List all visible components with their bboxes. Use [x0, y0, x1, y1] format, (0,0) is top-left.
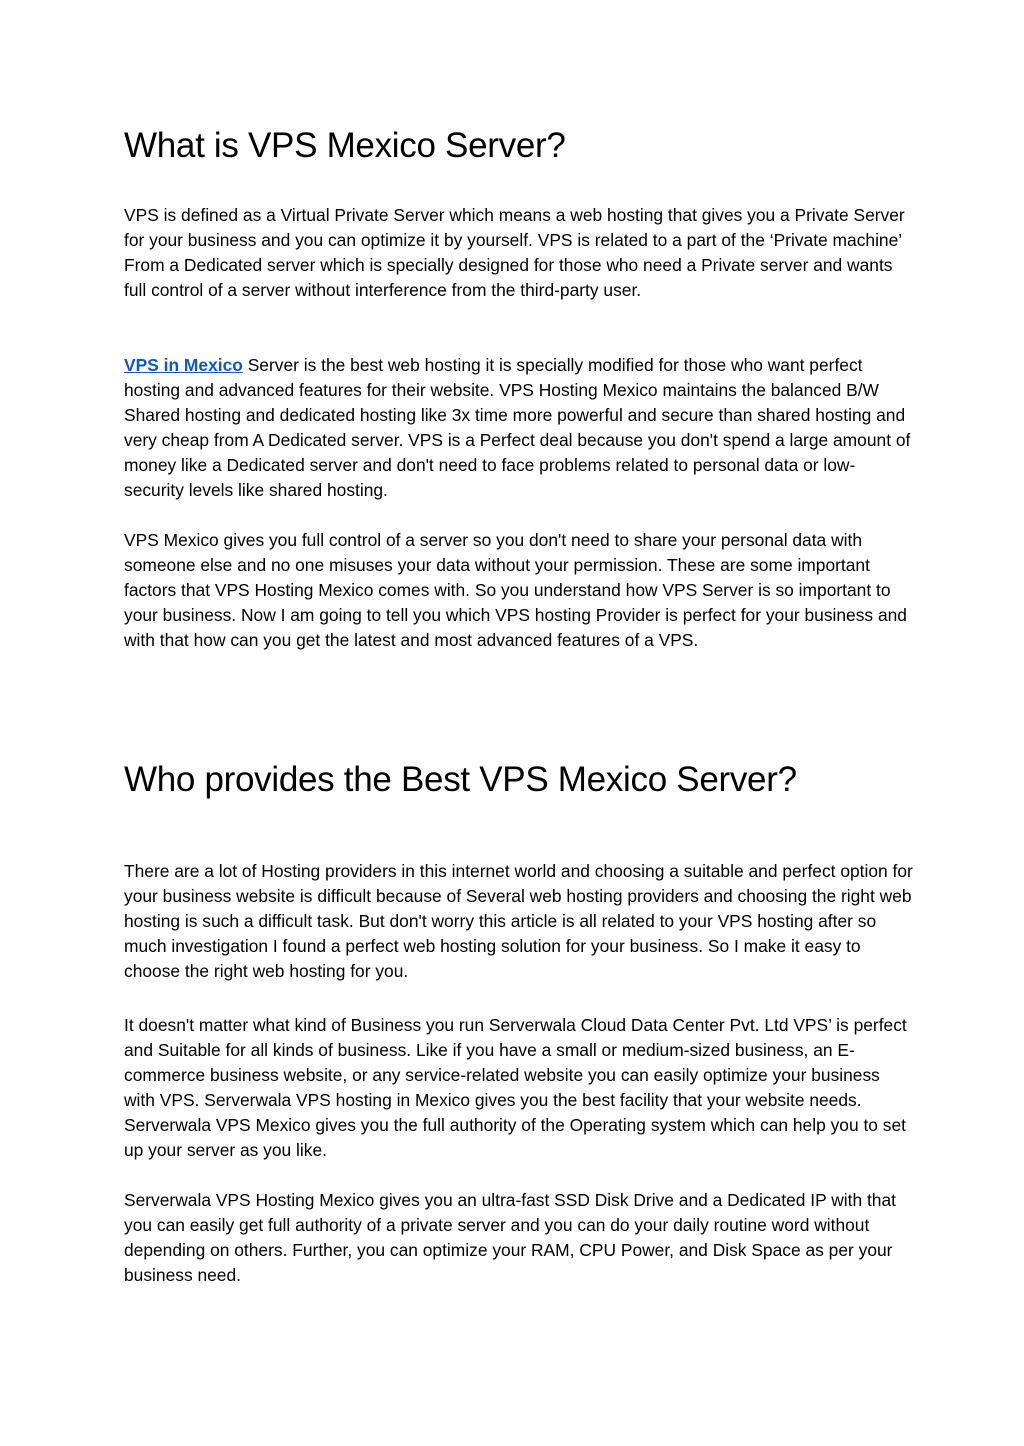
paragraph-hosting-providers: There are a lot of Hosting providers in this internet world and choosing a suitable and perfect option for your business website is difficult because of Several web hosting providers and choosing the right web hosting is such a difficult task. But don't worry this article is all related to your VPS hosting after so much investigation I found a perfect web hosting solution for your business. So I make it easy to choose the right web hosting for you. — [124, 861, 913, 981]
paragraph-vps-in-mexico-text: Server is the best web hosting it is specially modified for those who want perfect hosting and advanced features for their website. VPS Hosting Mexico maintains the balanced B/W Shared hosting and dedicated hosting like 3x time more powerful and secure than shared hosting and very cheap from A Dedicated server. VPS is a Perfect deal because you don't spend a large amount of money like a Dedicated server and don't need to face problems related to personal data or low-security levels like shared hosting. — [124, 355, 911, 500]
paragraph-vps-in-mexico — [124, 353, 914, 503]
heading-what-is-vps: What is VPS Mexico Server? — [124, 126, 566, 165]
paragraph-serverwala-business: It doesn't matter what kind of Business you run Serverwala Cloud Data Center Pvt. Ltd VPS’ is perfect and Suitable for all kinds of business. Like if you have a small or medium-sized business, an E-commerce business website, or any service-related website you can easily optimize your business with VPS. Serverwala VPS hosting in Mexico gives you the best facility that your website needs. Serverwala VPS Mexico gives you the full authority of the Operating system which can help you to set up your server as you like. — [124, 1015, 907, 1160]
paragraph-vps-control: VPS Mexico gives you full control of a server so you don't need to share your personal data with someone else and no one misuses your data without your permission. These are some important factors that VPS Hosting Mexico comes with. So you understand how VPS Server is so important to your business. Now I am going to tell you which VPS hosting Provider is perfect for your business and with that how can you get the latest and most advanced features of a VPS. — [124, 530, 907, 650]
paragraph-vps-definition: VPS is defined as a Virtual Private Server which means a web hosting that gives you a Private Server for your business and you can optimize it by yourself. VPS is related to a part of the ‘Private machine’ From a Dedicated server which is specially designed for those who need a Private server and wants full control of a server without interference from the third-party user. — [124, 205, 905, 300]
vps-in-mexico-link[interactable]: VPS in Mexico — [124, 355, 243, 375]
paragraph-serverwala-features: Serverwala VPS Hosting Mexico gives you an ultra-fast SSD Disk Drive and a Dedicated IP with that you can easily get full authority of a private server and you can do your daily routine word without depending on others. Further, you can optimize your RAM, CPU Power, and Disk Space as per your business need. — [124, 1190, 896, 1285]
heading-who-provides-best-vps: Who provides the Best VPS Mexico Server? — [124, 760, 797, 799]
